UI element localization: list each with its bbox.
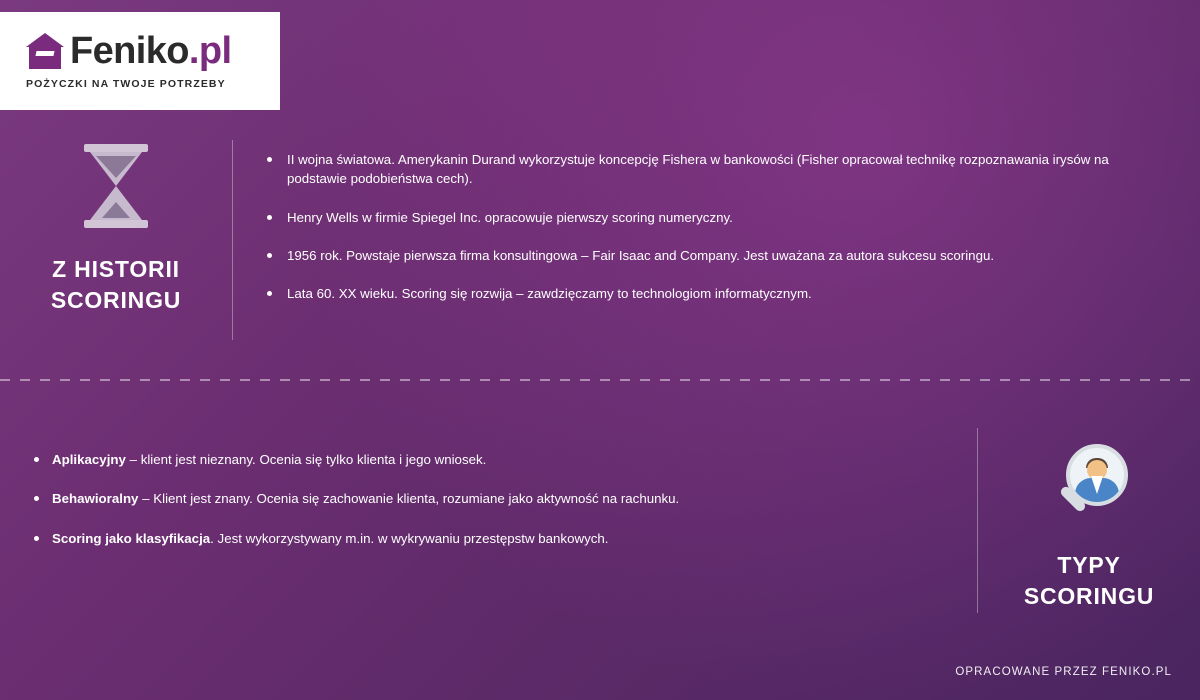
section-types-heading-block [978,420,1200,630]
section-types [0,420,1200,630]
list-item-lead: Scoring jako klasyfikacja [52,530,211,546]
list-item: II wojna światowa. Amerykanin Durand wykorzystuje koncepcję Fishera w bankowości (Fisher opracował technikę rozpoznawania irysów na podstawie podobieństwa cech). [263,150,1160,189]
list-item [28,529,937,548]
history-bullet-list [263,150,1160,303]
section-history-title-line2: SCORINGU [50,287,182,314]
section-history-title [51,254,181,316]
footer-credit: OPRACOWANE PRZEZ FENIKO.PL [955,666,1172,678]
section-types-title [1024,550,1154,612]
brand-logo [0,12,280,110]
types-bullet-list [28,450,937,548]
list-item [28,450,937,469]
brand-name-suffix: .pl [188,30,232,72]
section-history [0,130,1200,370]
list-item [28,489,937,508]
list-item: Lata 60. XX wieku. Scoring się rozwija – zawdzięczamy to technologiom informatycznym. [263,284,1160,303]
logo-row [26,32,280,70]
section-separator [0,379,1200,381]
brand-name-main: Feniko [70,30,189,72]
section-history-content [233,130,1200,370]
list-item-rest: . Jest wykorzystywany m.in. w wykrywaniu przestępstw bankowych. [210,530,609,546]
house-logo-icon [26,33,64,69]
section-types-content [0,420,977,630]
list-item-lead: Behawioralny [52,491,139,507]
list-item-rest: – klient jest nieznany. Ocenia się tylko klienta i jego wniosek. [125,452,487,467]
list-item: 1956 rok. Powstaje pierwsza firma konsultingowa – Fair Isaac and Company. Jest uważana za autora sukcesu scoringu. [263,246,1160,265]
section-history-heading-block [0,130,232,370]
section-types-title-line1: TYPY [1057,552,1121,578]
magnifier-person-icon [1044,442,1134,526]
section-types-title-line2: SCORINGU [1023,583,1155,610]
hourglass-icon [80,144,152,228]
list-item: Henry Wells w firmie Spiegel Inc. opracowuje pierwszy scoring numeryczny. [263,208,1160,227]
list-item-rest: – Klient jest znany. Ocenia się zachowanie klienta, rozumiane jako aktywność na rachunku. [138,491,680,507]
brand-tagline: POŻYCZKI NA TWOJE POTRZEBY [26,78,226,90]
section-history-title-line1: Z HISTORII [52,256,180,282]
list-item-lead: Aplikacyjny [52,452,126,467]
brand-name [70,32,231,70]
